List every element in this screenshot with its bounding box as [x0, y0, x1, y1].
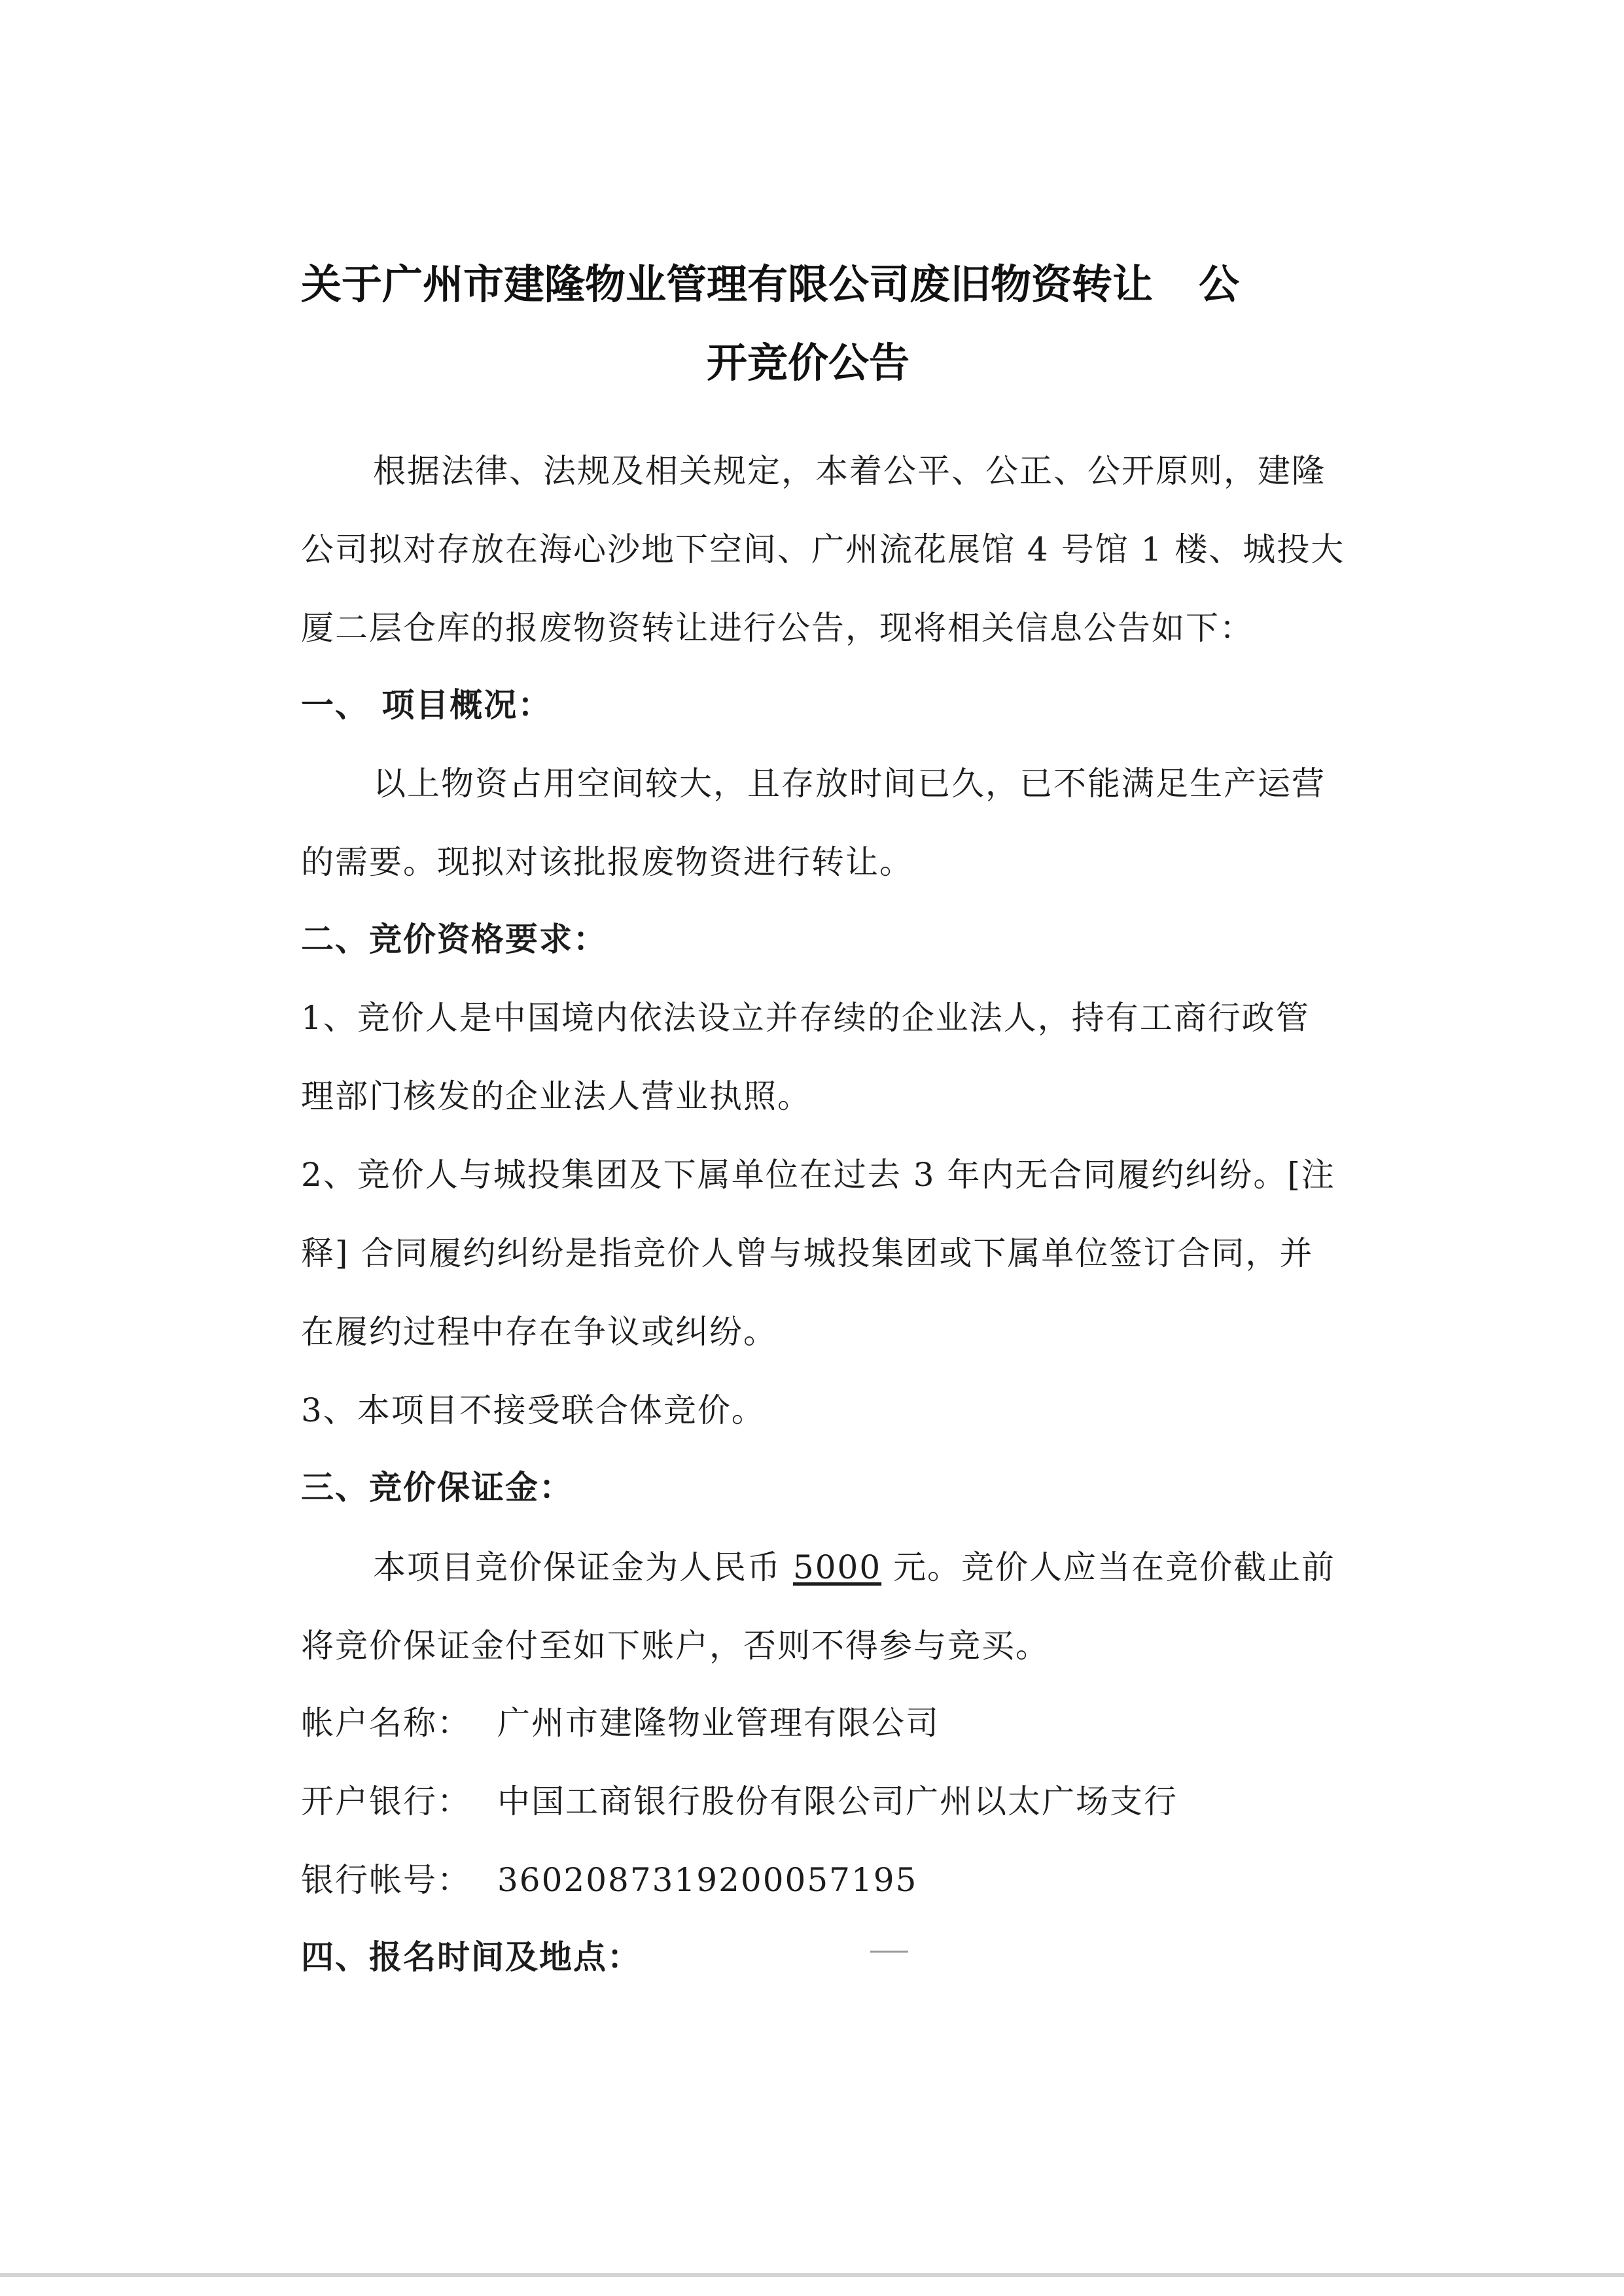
section-3-text-pre: 本项目竞价保证金为人民币 [373, 1548, 781, 1586]
scan-mark [870, 1951, 908, 1953]
section-2-heading: 二、竞价资格要求： [301, 920, 607, 958]
intro-line-3: 厦二层仓库的报废物资转让进行公告，现将相关信息公告如下： [301, 609, 1254, 647]
section-1-line-2: 的需要。现拟对该批报废物资进行转让。 [301, 843, 913, 881]
section-4-heading: 四、报名时间及地点： [301, 1938, 641, 1976]
section-2-line-5: 在履约过程中存在争议或纠纷。 [301, 1313, 777, 1351]
section-2-line-3: 2、竞价人与城投集团及下属单位在过去 3 年内无合同履约纠纷。[注 [301, 1156, 1335, 1194]
account-number-row [301, 1860, 918, 1900]
section-1-heading: 一、 项目概况： [301, 686, 552, 724]
account-name-label: 帐户名称： [301, 1704, 471, 1742]
section-3-heading: 三、竞价保证金： [301, 1469, 573, 1506]
account-bank-row [301, 1782, 1178, 1821]
title-line-1-main: 关于广州市建隆物业管理有限公司废旧物资转让 [301, 260, 1154, 308]
account-bank-value: 中国工商银行股份有限公司广州以太广场支行 [497, 1783, 1178, 1820]
section-2-line-2: 理部门核发的企业法人营业执照。 [301, 1077, 811, 1115]
intro-line-1: 根据法律、法规及相关规定，本着公平、公正、公开原则，建隆 [373, 452, 1326, 490]
title-line-1 [301, 252, 1341, 310]
account-number-value: 3602087319200057195 [497, 1861, 918, 1899]
section-3-line-2: 将竞价保证金付至如下账户，否则不得参与竞买。 [301, 1627, 1050, 1665]
scan-bottom-edge [0, 2273, 1624, 2277]
account-number-label: 银行帐号： [301, 1861, 471, 1899]
section-2-line-1: 1、竞价人是中国境内依法设立并存续的企业法人，持有工商行政管 [301, 999, 1310, 1037]
title-line-2: 开竞价公告 [707, 339, 910, 387]
account-name-row [301, 1703, 940, 1743]
intro-line-2: 公司拟对存放在海心沙地下空间、广州流花展馆 4 号馆 1 楼、城投大 [301, 531, 1345, 568]
section-1-line-1: 以上物资占用空间较大，且存放时间已久，已不能满足生产运营 [373, 765, 1326, 803]
section-3-line-1 [373, 1548, 1335, 1587]
deposit-amount: 5000 [792, 1548, 882, 1586]
title-line-1-tail: 公 [1199, 260, 1240, 308]
account-name-value: 广州市建隆物业管理有限公司 [497, 1704, 940, 1742]
section-2-line-6: 3、本项目不接受联合体竞价。 [301, 1391, 766, 1429]
section-2-line-4: 释] 合同履约纠纷是指竞价人曾与城投集团或下属单位签订合同，并 [301, 1234, 1314, 1272]
section-3-text-post: 元。竞价人应当在竞价截止前 [893, 1548, 1336, 1586]
account-bank-label: 开户银行： [301, 1783, 471, 1820]
